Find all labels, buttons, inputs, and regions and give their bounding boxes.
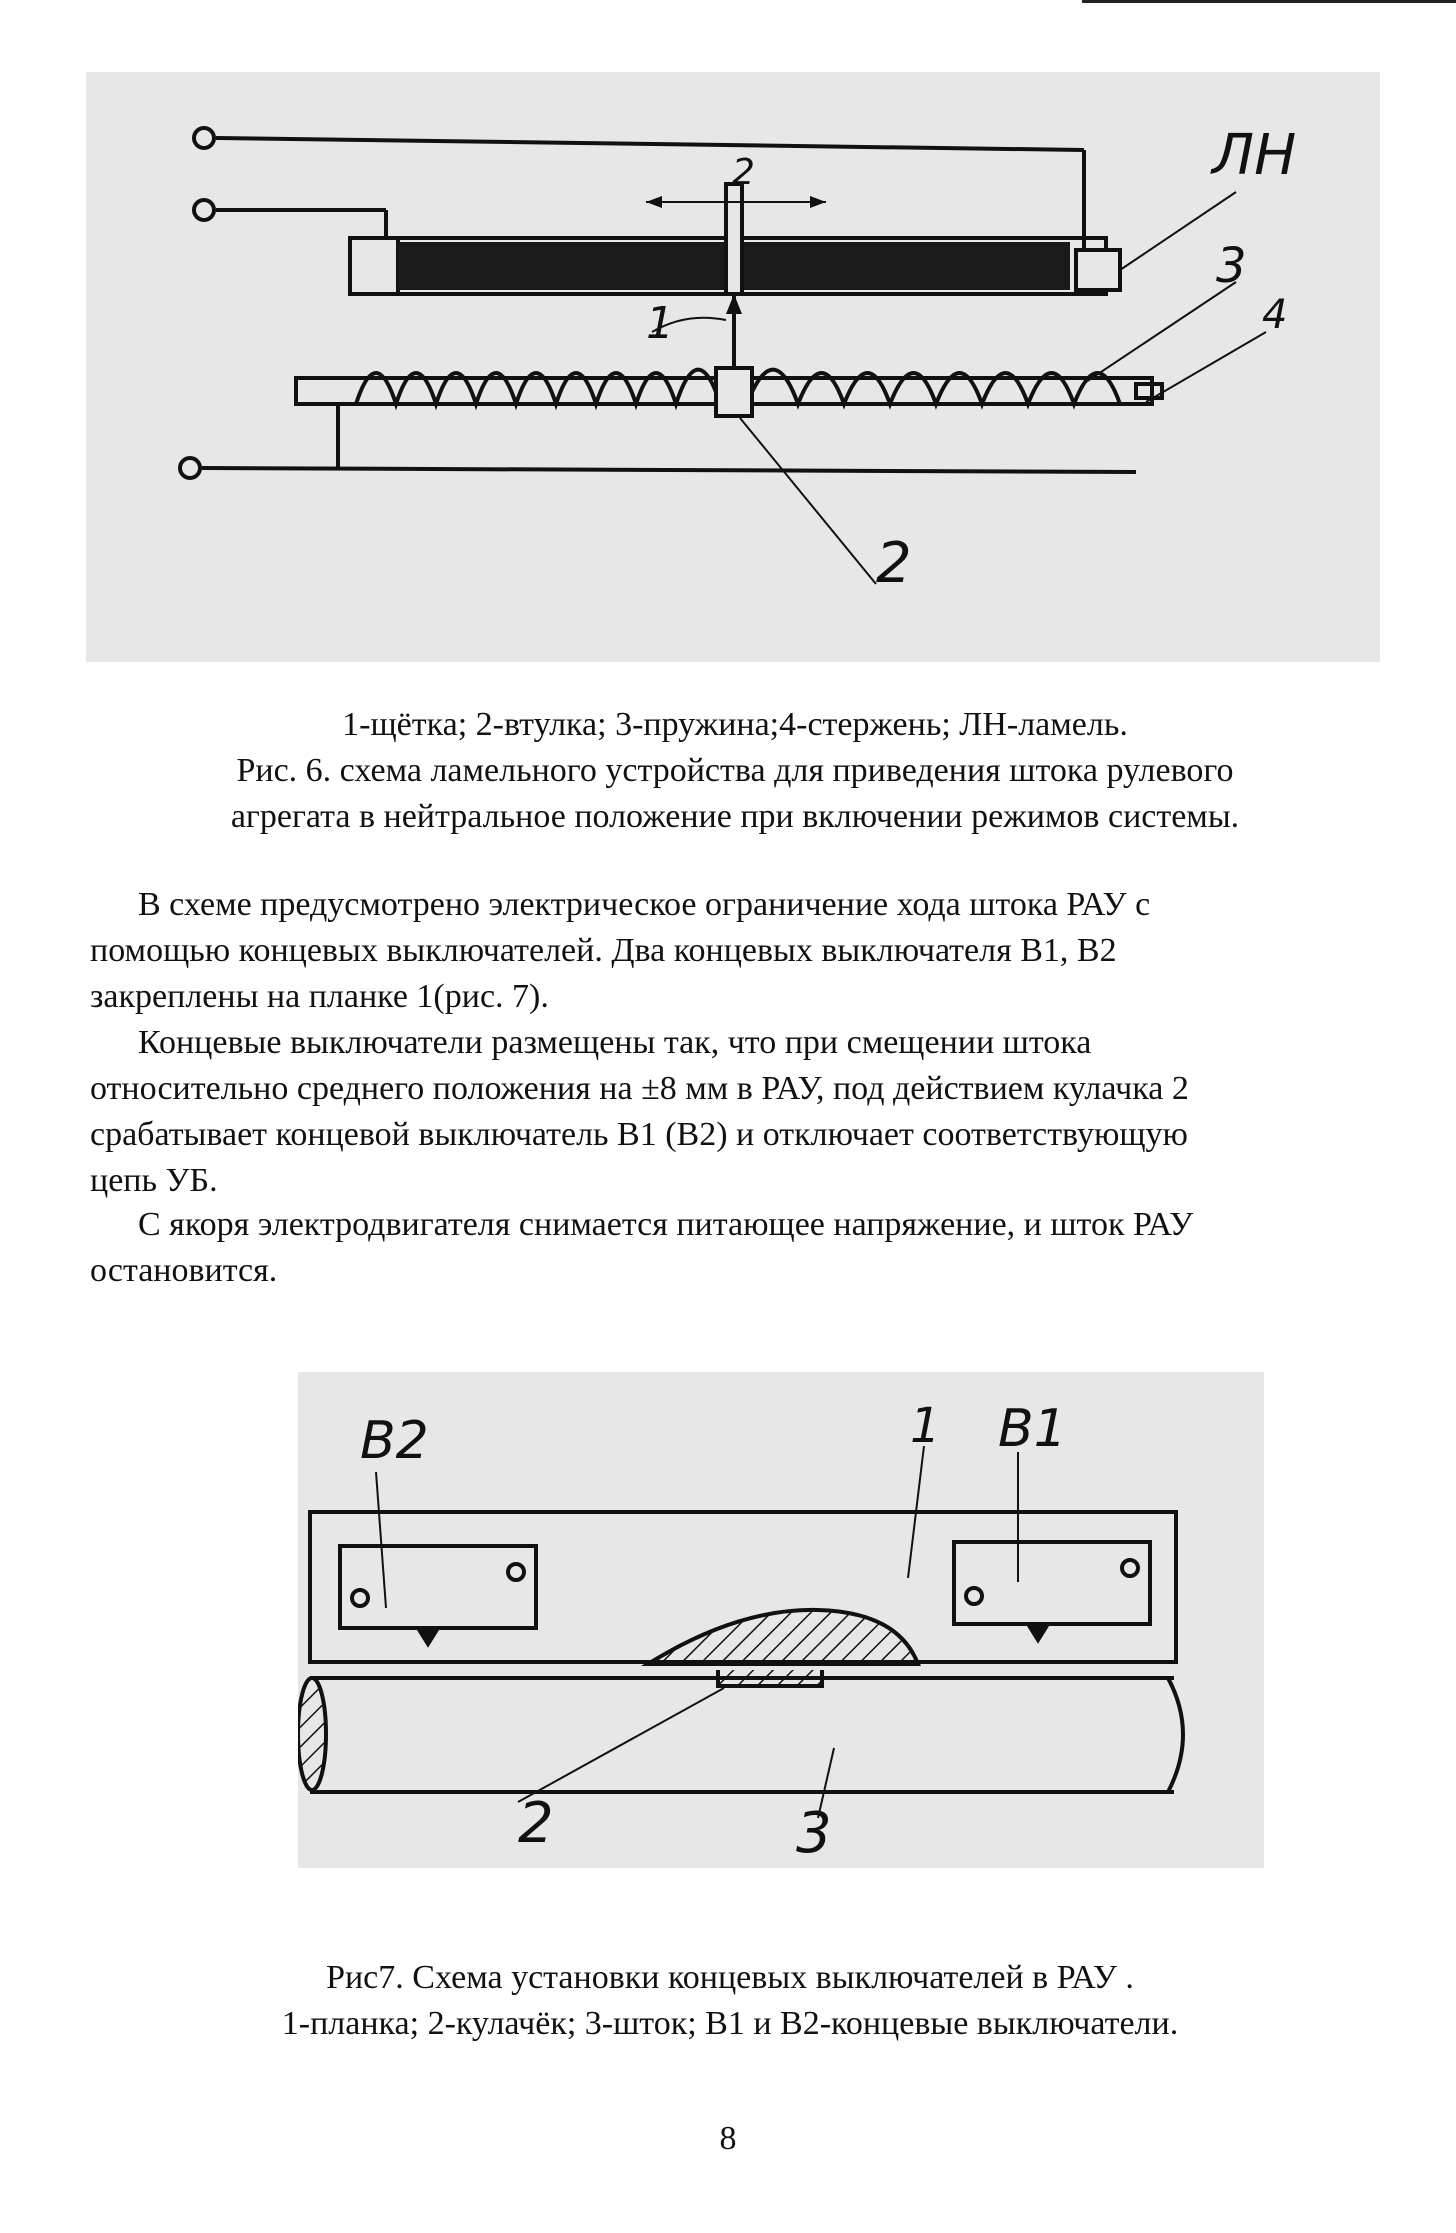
p2-line2: относительно среднего положения на ±8 мм в РАУ, под действием кулачка 2 <box>90 1070 1189 1107</box>
caption-title-line2: агрегата в нейтральное положение при включении режимов системы. <box>230 798 1240 835</box>
label-lamel: ЛН <box>1212 123 1297 188</box>
label-b2: В2 <box>360 1411 429 1471</box>
figure-7-caption <box>120 1955 1340 2047</box>
rod-end-left <box>298 1678 326 1790</box>
p2-line4: цепь УБ. <box>90 1162 218 1199</box>
cam <box>648 1610 918 1664</box>
wire-top <box>216 138 1084 150</box>
caption-legend: 1-планка; 2-кулачёк; 3-шток; В1 и В2-концевые выключатели. <box>281 2005 1179 2042</box>
bushing <box>716 368 752 416</box>
caption-title-line1: Рис. 6. схема ламельного устройства для приведения штока рулевого <box>236 752 1234 789</box>
caption-title: Рис7. Схема установки концевых выключателей в РАУ . <box>326 1959 1134 1996</box>
label-2-bottom: 2 <box>876 531 912 596</box>
wire-bottom <box>202 468 1136 472</box>
p2-line1: Концевые выключатели размещены так, что при смещении штока <box>138 1024 1092 1061</box>
p3-line1: С якоря электродвигателя снимается питающее напряжение, и шток РАУ <box>138 1206 1194 1243</box>
paragraph-1 <box>90 882 1380 1020</box>
terminal-2 <box>194 200 214 220</box>
switch-b2 <box>340 1546 536 1628</box>
label-2: 2 <box>518 1791 554 1856</box>
p1-line3: закреплены на планке 1(рис. 7). <box>90 978 549 1015</box>
figure-7-limit-switches <box>298 1372 1264 1868</box>
switch-b1 <box>954 1542 1150 1624</box>
label-1: 1 <box>910 1398 941 1454</box>
p3-line2: остановится. <box>90 1252 278 1289</box>
figure-6-lamel-device <box>86 72 1380 662</box>
figure-6-caption <box>100 702 1370 840</box>
label-3: 3 <box>796 1801 832 1866</box>
label-1: 1 <box>646 298 674 349</box>
paragraph-2 <box>90 1020 1380 1204</box>
terminal-1 <box>194 128 214 148</box>
spring-right <box>752 370 1120 404</box>
top-rule <box>1082 0 1456 3</box>
label-b1: В1 <box>998 1399 1067 1459</box>
paragraph-3 <box>90 1202 1380 1294</box>
terminal-3 <box>180 458 200 478</box>
brush <box>726 184 742 294</box>
caption-legend: 1-щётка; 2-втулка; 3-пружина;4-стержень; ЛН-ламель. <box>342 706 1128 743</box>
p1-line1: В схеме предусмотрено электрическое ограничение хода штока РАУ с <box>138 886 1151 923</box>
label-2-top: 2 <box>732 152 755 193</box>
spring-left <box>356 370 716 404</box>
label-4: 4 <box>1262 292 1288 338</box>
p1-line2: помощью концевых выключателей. Два концевых выключателя В1, В2 <box>90 932 1117 969</box>
page-number: 8 <box>719 2120 737 2157</box>
p2-line3: срабатывает концевой выключатель В1 (В2) и отключает соответствующую <box>90 1116 1188 1153</box>
label-3: 3 <box>1216 238 1247 294</box>
